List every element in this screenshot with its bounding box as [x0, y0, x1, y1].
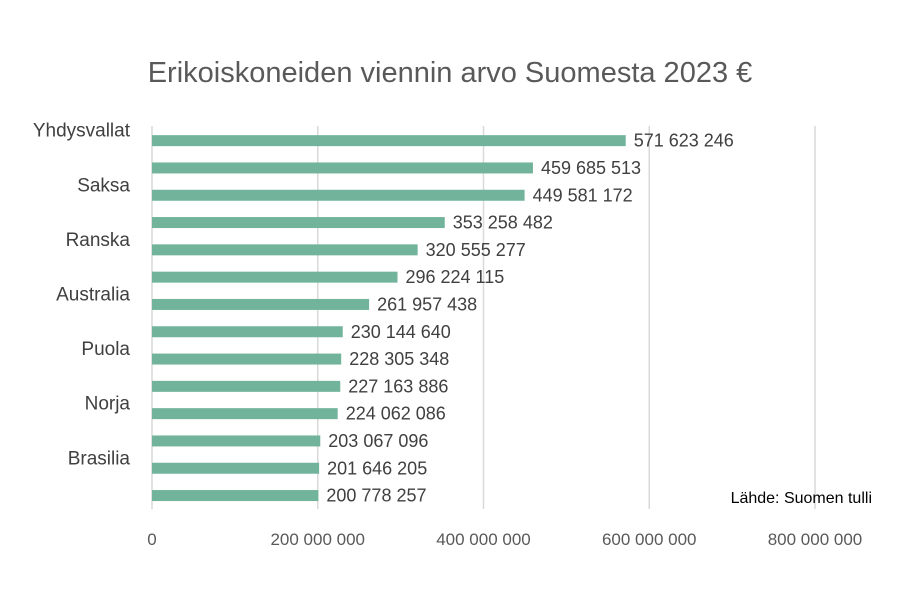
bar [152, 381, 340, 392]
data-label: 571 623 246 [633, 130, 734, 151]
bar [152, 326, 343, 337]
bar [152, 299, 369, 310]
bar [152, 272, 397, 283]
x-tick-label: 400 000 000 [436, 530, 531, 549]
bar [152, 244, 418, 255]
data-label: 261 957 438 [377, 294, 478, 315]
category-label: Yhdysvallat [32, 120, 130, 142]
category-label: Australia [56, 284, 130, 306]
x-tick-label: 200 000 000 [270, 530, 366, 549]
data-label: 449 581 172 [532, 185, 633, 206]
bar [152, 435, 320, 446]
bar [152, 463, 319, 474]
bar [152, 408, 338, 419]
data-label: 459 685 513 [540, 157, 642, 178]
data-label: 296 224 115 [405, 267, 505, 288]
source-note: Lähde: Suomen tulli [730, 490, 872, 507]
x-axis-tick-labels [147, 530, 862, 549]
category-label: Puola [81, 339, 130, 361]
chart-title: Erikoiskoneiden viennin arvo Suomesta 2023 € [147, 57, 753, 89]
bar [152, 354, 341, 365]
data-label: 230 144 640 [350, 321, 451, 342]
gridlines [152, 126, 815, 509]
bar [152, 217, 445, 228]
category-label: Brasilia [67, 448, 130, 470]
data-label: 353 258 482 [452, 212, 553, 233]
x-tick-label: 0 [147, 530, 157, 549]
data-label: 224 062 086 [345, 403, 446, 424]
category-label: Ranska [65, 229, 130, 251]
data-label: 203 067 096 [328, 430, 429, 451]
bar [152, 135, 626, 146]
data-label: 228 305 348 [349, 349, 450, 370]
category-label: Saksa [77, 175, 130, 197]
bar [152, 162, 533, 173]
bar [152, 490, 318, 501]
x-tick-label: 800 000 000 [767, 530, 863, 549]
bar [152, 190, 525, 201]
value-labels [326, 131, 733, 506]
category-label: Norja [84, 393, 130, 415]
category-labels [33, 121, 131, 470]
data-label: 200 778 257 [326, 485, 427, 506]
x-tick-label: 600 000 000 [601, 530, 697, 549]
data-label: 227 163 886 [348, 376, 449, 397]
data-label: 201 646 205 [327, 458, 428, 479]
data-label: 320 555 277 [425, 239, 526, 260]
